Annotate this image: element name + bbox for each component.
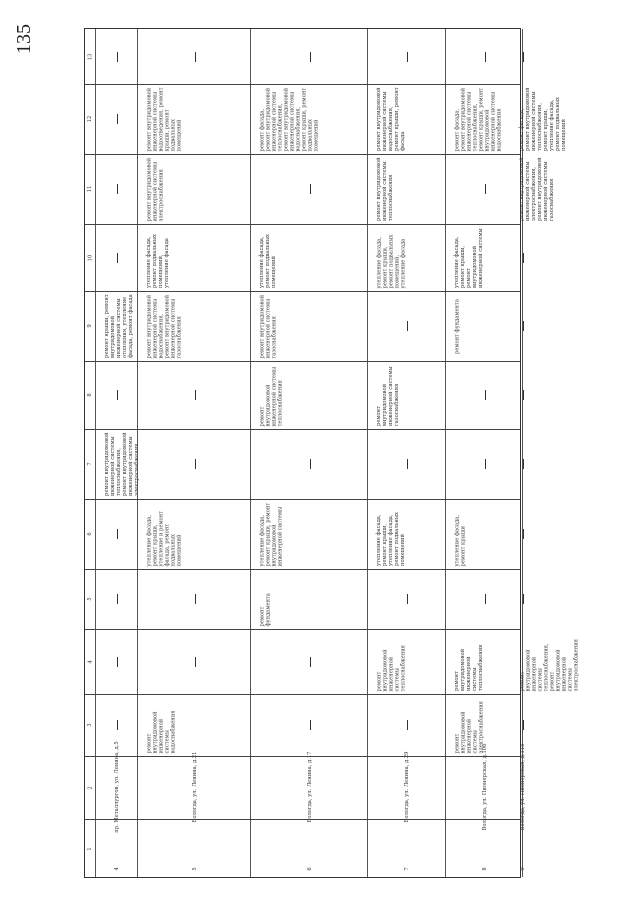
column-number: 4 bbox=[87, 659, 93, 664]
empty-cell-dash bbox=[485, 594, 487, 604]
empty-cell-dash bbox=[407, 321, 409, 331]
column-number: 10 bbox=[87, 254, 93, 261]
row-number: 7 bbox=[404, 867, 410, 871]
empty-cell-dash bbox=[523, 253, 525, 263]
column-number: 11 bbox=[87, 185, 93, 193]
page-number: 135 bbox=[13, 24, 35, 54]
empty-cell-dash bbox=[523, 594, 525, 604]
empty-cell-dash bbox=[195, 52, 197, 62]
cell-text: утепление фасада, ремонт крыши bbox=[454, 514, 466, 566]
column-number: 6 bbox=[87, 532, 93, 536]
table-row bbox=[95, 29, 138, 877]
cell-text: утепление фасада, ремонт подвальных помещений, утепление фасада bbox=[146, 234, 170, 288]
empty-cell-dash bbox=[523, 459, 525, 469]
table-row bbox=[367, 29, 446, 877]
column-number: 5 bbox=[87, 597, 93, 601]
row-number: 4 bbox=[114, 867, 120, 871]
empty-cell-dash bbox=[407, 720, 409, 730]
empty-cell-dash bbox=[117, 657, 119, 667]
column-number: 3 bbox=[87, 723, 93, 727]
empty-cell-dash bbox=[310, 657, 312, 667]
address-cell: Вологда, ул. Ленина, д.29 bbox=[404, 751, 410, 823]
empty-cell-dash bbox=[407, 459, 409, 469]
empty-cell-dash bbox=[117, 594, 119, 604]
cell-text: ремонт фасада, ремонт внутридомовой инженерной системы теплоснабжения, ремонт крыши, утепление фасада, ремонт подвальных помещений bbox=[519, 87, 567, 151]
empty-cell-dash bbox=[485, 390, 487, 400]
empty-cell-dash bbox=[195, 594, 197, 604]
rotated-table bbox=[84, 28, 579, 878]
column-number: 7 bbox=[87, 462, 93, 466]
empty-cell-dash bbox=[117, 114, 119, 124]
cell-text: ремонт внутридомовой инженерной системы электроснабжения bbox=[146, 157, 164, 221]
cell-text: ремонт фундамента bbox=[259, 592, 271, 626]
empty-cell-dash bbox=[310, 459, 312, 469]
cell-text: ремонт внутридомовой инженерной системы теплоснабжения bbox=[454, 644, 484, 691]
cell-text: утепление фасада, ремонт крыши, ремонт подвальных помещений, утепление фасада bbox=[376, 234, 406, 288]
address-cell: пр. Металлургов, ул. Ленина, д.5 bbox=[114, 741, 120, 833]
row-number: 9 bbox=[520, 867, 526, 871]
cell-text: ремонт внутридомовой инженерной системы водоснабжения bbox=[146, 710, 176, 753]
empty-cell-dash bbox=[523, 321, 525, 331]
empty-cell-dash bbox=[117, 720, 119, 730]
cell-text: утепление фасада, ремонт подвальных помещений bbox=[259, 234, 277, 288]
cell-text: утепление фасада, ремонт крыши, утепление фасада, ремонт подвальных помещений bbox=[376, 512, 406, 566]
cell-text: утепление фасада, ремонт крыши, ремонт внутридомовой инженерной системы bbox=[454, 228, 484, 288]
column-number: 12 bbox=[87, 115, 93, 123]
row-number: 6 bbox=[306, 867, 313, 871]
column-number: 8 bbox=[87, 393, 93, 397]
cell-text: ремонт внутридомовой инженерной системы газоснабжения bbox=[259, 294, 277, 358]
cell-text: ремонт внутридомовой инженерной системы водоснабжения, ремонт крыши, ремонт фасада bbox=[376, 87, 406, 151]
address-cell: Вологда, ул. Пионерская, д.106 bbox=[481, 743, 488, 831]
cell-text: утепление фасада, ремонт крыши, утепление и ремонт фасада, ремонт подвальных помещений bbox=[146, 510, 182, 566]
empty-cell-dash bbox=[523, 52, 525, 62]
table-rows bbox=[85, 29, 579, 877]
cell-text: ремонт внутридомовой инженерной системы теплоснабжения bbox=[259, 366, 283, 426]
table-row bbox=[445, 29, 523, 877]
address-cell: Вологда, ул. Ленина, д.17 bbox=[306, 751, 313, 823]
empty-cell-dash bbox=[117, 184, 119, 194]
column-number: 9 bbox=[87, 324, 93, 328]
empty-cell-dash bbox=[195, 657, 197, 667]
cell-text: утепление фасада, ремонт крыши, ремонт внутридомовой инженерной системы bbox=[259, 502, 283, 566]
cell-text: ремонт внутридомовой инженерной системы электроснабжения, ремонт внутридомовой инженерной системы газоснабжения bbox=[519, 157, 555, 221]
empty-cell-dash bbox=[310, 720, 312, 730]
empty-cell-dash bbox=[117, 253, 119, 263]
row-number: 8 bbox=[481, 867, 488, 871]
cell-text: ремонт фасада, ремонт внутридомовой инженерной системы теплоснабжения, ремонт крыши, ремонт внутридомовой инженерной системы водоснабжения bbox=[454, 87, 502, 151]
empty-cell-dash bbox=[523, 529, 525, 539]
cell-text: ремонт внутридомовой инженерной системы газоснабжения bbox=[376, 366, 400, 426]
cell-text: ремонт фасада, ремонт внутридомовой инженерной системы теплоснабжения, ремонт внутридомовой инженерной системы водоснабжения, ремонт крыши, ремонт подвальных помещений bbox=[259, 87, 319, 151]
empty-cell-dash bbox=[117, 390, 119, 400]
empty-cell-dash bbox=[117, 52, 119, 62]
column-number: 2 bbox=[87, 785, 93, 790]
cell-text: ремонт внутридомовой инженерной системы теплоснабжения bbox=[376, 644, 406, 691]
row-number: 5 bbox=[191, 867, 198, 871]
empty-cell-dash bbox=[407, 52, 409, 62]
empty-cell-dash bbox=[523, 720, 525, 730]
cell-text: ремонт внутридомовой инженерной системы теплоснабжения bbox=[376, 157, 394, 221]
empty-cell-dash bbox=[195, 390, 197, 400]
cell-text: ремонт внутридомовой инженерной системы теплоснабжения, ремонт внутридомовой инженерной системы электроснабжения bbox=[519, 638, 579, 691]
empty-cell-dash bbox=[310, 184, 312, 194]
table-row bbox=[137, 29, 251, 877]
empty-cell-dash bbox=[117, 529, 119, 539]
address-cell: Вологда, ул. Ленина, д.21 bbox=[191, 751, 198, 823]
cell-text: ремонт внутридомовой инженерной системы водоснабжения, ремонт внутридомовой инженерной системы газоснабжения bbox=[146, 294, 182, 358]
empty-cell-dash bbox=[310, 52, 312, 62]
table-row bbox=[519, 29, 579, 877]
cell-text: ремонт фундамента bbox=[454, 298, 460, 354]
empty-cell-dash bbox=[523, 390, 525, 400]
empty-cell-dash bbox=[485, 459, 487, 469]
column-number: 1 bbox=[87, 847, 93, 851]
cell-text: ремонт внутридомовой инженерной системы водоотведения, ремонт крыши, ремонт подвальных помещений bbox=[146, 87, 182, 151]
empty-cell-dash bbox=[195, 459, 197, 469]
empty-cell-dash bbox=[485, 52, 487, 62]
column-number-strip bbox=[85, 29, 95, 877]
empty-cell-dash bbox=[485, 184, 487, 194]
address-cell: Вологда, ул. Пионерская, д.115 bbox=[520, 743, 526, 831]
cell-text: ремонт внутридомовой инженерной системы электроснабжения bbox=[454, 700, 484, 753]
table-row bbox=[250, 29, 368, 877]
cell-text: ремонт крыши, ремонт внутридомовой инженерной системы отопления, утепление фасада, ремонт фасада bbox=[104, 294, 134, 358]
cell-text: ремонт внутридомовой инженерной системы теплоснабжения, ремонт внутридомовой инженерной системы электроснабжения bbox=[104, 432, 140, 496]
empty-cell-dash bbox=[407, 594, 409, 604]
column-number: 13 bbox=[87, 53, 93, 60]
